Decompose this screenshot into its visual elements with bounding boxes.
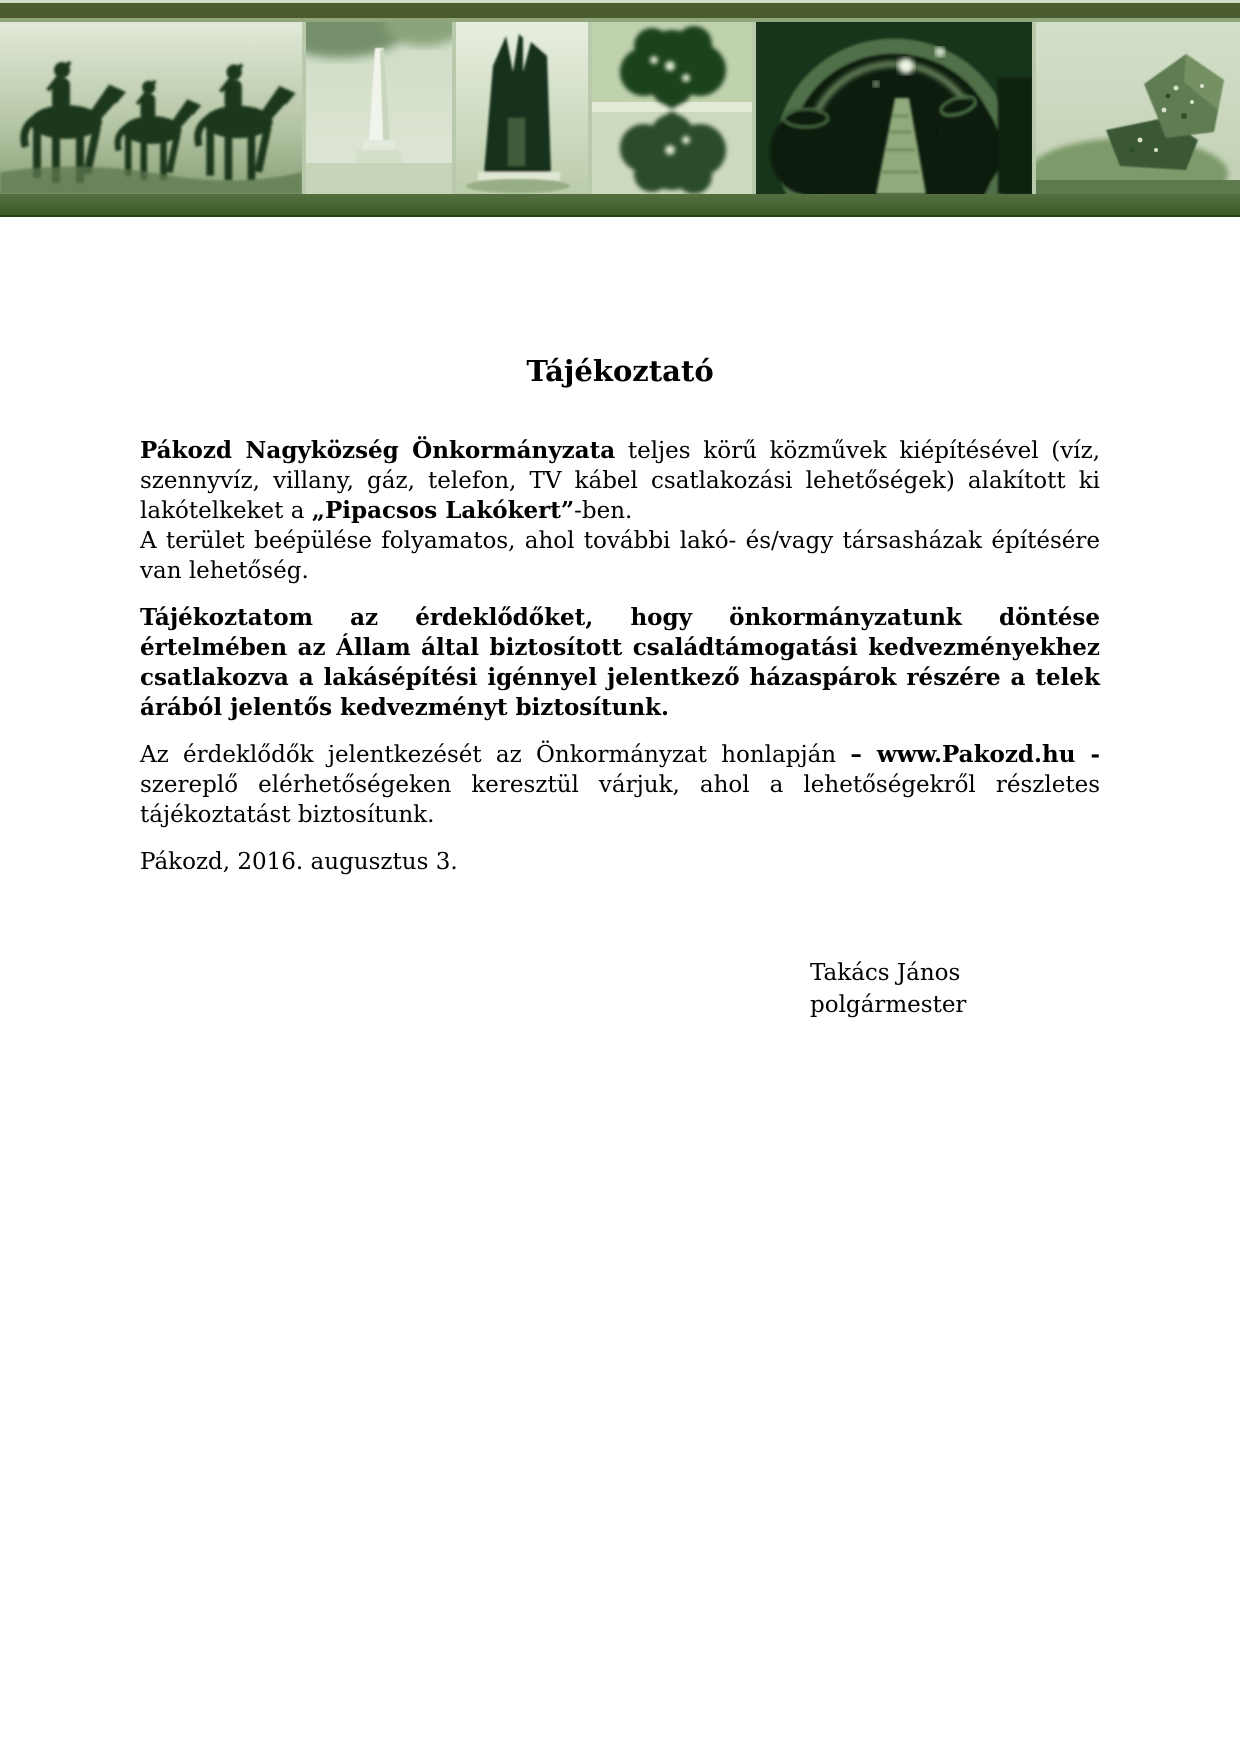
banner-bottom-bar [0,194,1240,217]
wine-cellar-photo [756,22,1032,194]
obelisk-memorial-photo [306,22,452,194]
intro-tail-text: -ben. [574,498,633,524]
memorial-sculpture-photo [456,22,588,194]
signatory-role: polgármester [810,992,967,1018]
tree-reflection-photo [592,22,752,194]
signatory-name: Takács János [810,960,961,986]
date-line: Pákozd, 2016. augusztus 3. [140,849,458,875]
paragraph-area-status: A terület beépülése folyamatos, ahol további lakó- és/vagy társasházak építésére van lehetőség. [140,528,1100,584]
banner-photo-strip [0,22,1240,194]
paragraph-intro [140,436,1100,526]
municipality-name-bold: Pákozd Nagyközség Önkormányzata [140,437,616,464]
paragraph-contact [140,740,1100,830]
rocking-stones-photo [1036,22,1240,194]
hussar-horsemen-photo [0,22,302,194]
banner-top-bar [0,3,1240,22]
contact-end-text: szereplő elérhetőségeken keresztül várjuk, ahol a lehetőségekről részletes tájékoztatást biztosítunk. [140,772,1100,828]
website-text-bold: – www.Pakozd.hu - [850,741,1101,768]
document-body [0,217,1240,1021]
page-title: Tájékoztató [526,354,714,388]
paragraph-discount-notice: Tájékoztatom az érdeklődőket, hogy önkormányzatunk döntése értelmében az Állam által biztosított családtámogatási kedvezményekhez csatlakozva a lakásépítési igénnyel jelentkező házaspárok részére a telek árából jelentős kedvezményt biztosítunk. [140,604,1100,721]
header-banner [0,0,1240,217]
signature-block [810,957,1100,1021]
estate-name-bold: „Pipacsos Lakókert” [311,497,575,524]
contact-start-text: Az érdeklődők jelentkezését az Önkormányzat honlapján [140,742,851,768]
intro-body-text: teljes körű közművek kiépítésével (víz, szennyvíz, villany, gáz, telefon, TV kábel csatlakozási lehetőségek) alakított ki lakótelkeket a [140,438,1101,524]
